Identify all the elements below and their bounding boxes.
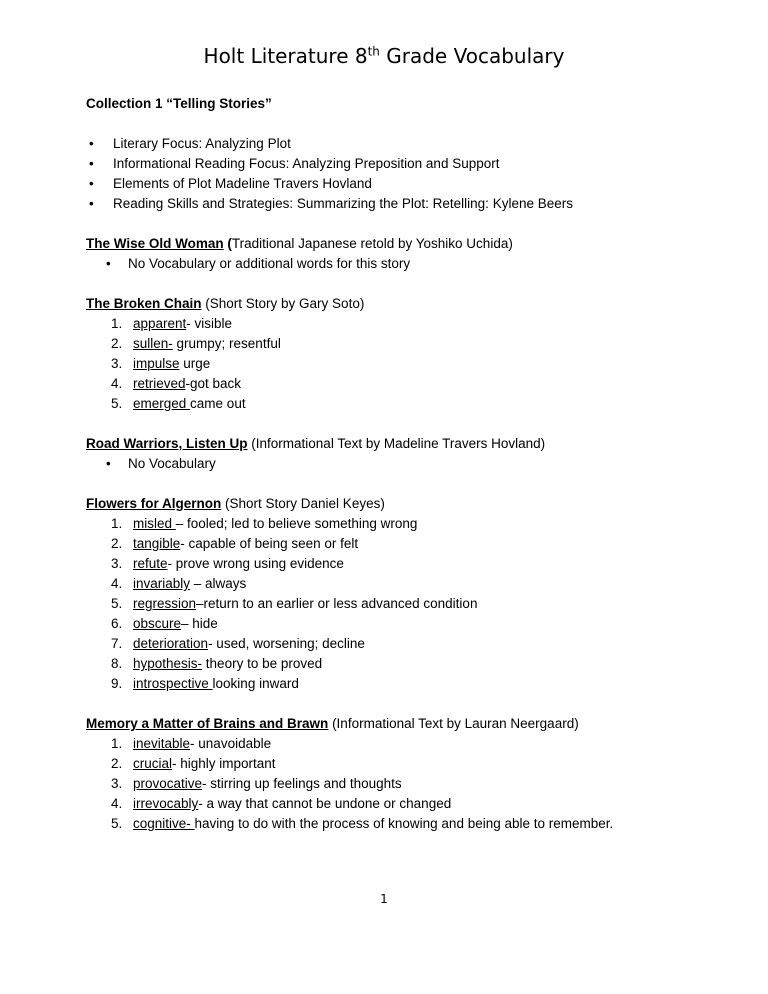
list-item: • Literary Focus: Analyzing Plot [86,134,726,154]
vocab-item: 3. provocative- stirring up feelings and thoughts [111,776,402,791]
list-item: • Reading Skills and Strategies: Summarizing the Plot: Retelling: Kylene Beers [86,194,726,214]
vocab-item: 8. hypothesis- theory to be proved [111,656,323,671]
vocab-item: 5. regression–return to an earlier or less advanced condition [111,596,478,611]
list-item: • No Vocabulary or additional words for this story [86,254,726,274]
bullet-icon: • [89,156,94,171]
vocab-item: 2. tangible- capable of being seen or felt [111,536,359,551]
vocab-item: 5. cognitive- having to do with the process of knowing and being able to remember. [111,816,614,831]
section-flowers-for-algernon: Flowers for Algernon (Short Story Daniel Keyes) [86,496,385,511]
vocab-item: 3. refute- prove wrong using evidence [111,556,344,571]
wise-bullet-list [86,254,726,274]
vocab-item: 4. retrieved-got back [111,376,242,391]
vocab-item: 9. introspective looking inward [111,676,299,691]
road-warriors-bullet-list [86,454,726,474]
broken-chain-vocab-list [86,314,726,414]
section-road-warriors: Road Warriors, Listen Up (Informational Text by Madeline Travers Hovland) [86,436,546,451]
bullet-icon: • [89,196,94,211]
vocab-item: 1. inevitable- unavoidable [111,736,272,751]
section-memory: Memory a Matter of Brains and Brawn (Informational Text by Lauran Neergaard) [86,716,579,731]
bullet-icon: • [106,456,111,471]
bullet-icon: • [106,256,111,271]
bullet-icon: • [89,136,94,151]
vocab-item: 4. invariably – always [111,576,247,591]
list-item: • Elements of Plot Madeline Travers Hovland [86,174,726,194]
vocab-item: 2. crucial- highly important [111,756,276,771]
section-broken-chain: The Broken Chain (Short Story by Gary Soto) [86,296,365,311]
title-rest: Grade Vocabulary [379,44,565,68]
list-item: • No Vocabulary [86,454,726,474]
vocab-item: 5. emerged came out [111,396,246,411]
collection-bullet-list [86,134,726,214]
collection-heading: Collection 1 “Telling Stories” [86,96,272,111]
list-item: • Informational Reading Focus: Analyzing Preposition and Support [86,154,726,174]
section-wise-old-woman: The Wise Old Woman (Traditional Japanese retold by Yoshiko Uchida) [86,236,513,251]
vocab-item: 2. sullen- grumpy; resentful [111,336,281,351]
vocab-item: 6. obscure– hide [111,616,218,631]
memory-vocab-list [86,734,726,834]
title-superscript: th [367,44,380,59]
vocab-item: 4. irrevocably- a way that cannot be undone or changed [111,796,452,811]
title-main: Holt Literature 8 [203,44,368,68]
vocab-item: 3. impulse urge [111,356,211,371]
vocab-item: 1. apparent- visible [111,316,233,331]
vocab-item: 1. misled – fooled; led to believe something wrong [111,516,418,531]
bullet-icon: • [89,176,94,191]
flowers-vocab-list [86,514,726,694]
page-title [0,44,768,68]
vocab-item: 7. deterioration- used, worsening; decline [111,636,365,651]
document-body [86,94,726,834]
page-number: 1 [380,892,388,906]
